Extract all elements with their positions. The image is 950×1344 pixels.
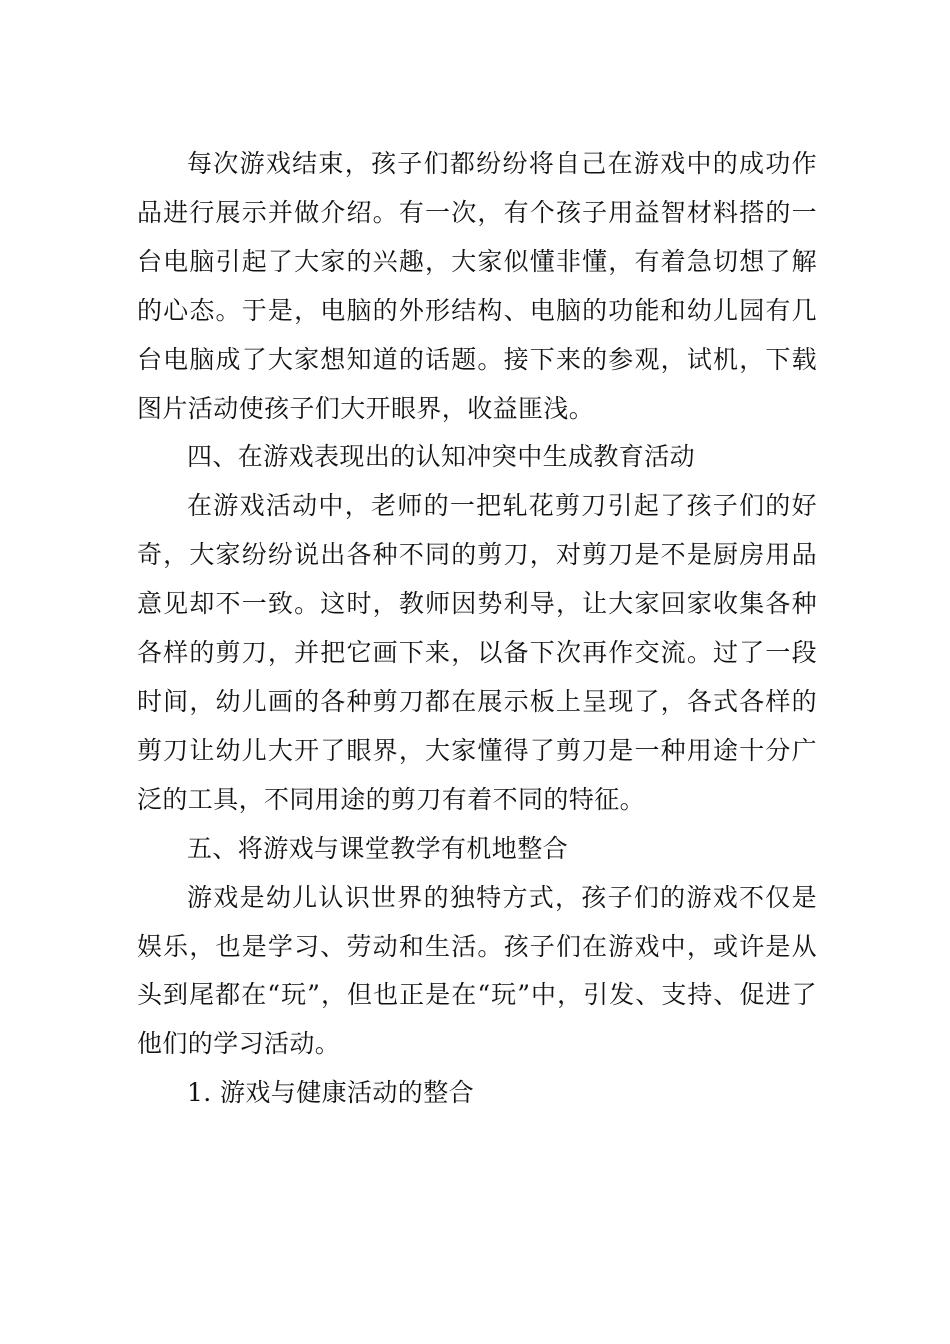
paragraph-game-learning: 游戏是幼儿认识世界的独特方式，孩子们的游戏不仅是娱乐，也是学习、劳动和生活。孩子们在游戏中，或许是从头到尾都在“玩”，但也正是在“玩”中，引发、支持、促进了他们的学习活动。	[137, 882, 817, 1059]
paragraph-game-showcase: 每次游戏结束，孩子们都纷纷将自己在游戏中的成功作品进行展示并做介绍。有一次，有个孩子用益智材料搭的一台电脑引起了大家的兴趣，大家似懂非懂，有着急切想了解的心态。于是，电脑的外形结构、电脑的功能和幼儿园有几台电脑成了大家想知道的话题。接下来的参观，试机，下载图片活动使孩子们大开眼界，收益匪浅。	[137, 149, 817, 423]
section-heading-5: 五、将游戏与课堂教学有机地整合	[187, 833, 569, 863]
paragraph-scissors: 在游戏活动中，老师的一把轧花剪刀引起了孩子们的好奇，大家纷纷说出各种不同的剪刀，对剪刀是不是厨房用品意见却不一致。这时，教师因势利导，让大家回家收集各种各样的剪刀，并把它画下来，以备下次再作交流。过了一段时间，幼儿画的各种剪刀都在展示板上呈现了，各式各样的剪刀让幼儿大开了眼界，大家懂得了剪刀是一种用途十分广泛的工具，不同用途的剪刀有着不同的特征。	[137, 491, 817, 814]
document-body	[137, 140, 817, 1118]
section-heading-4: 四、在游戏表现出的认知冲突中生成教育活动	[187, 442, 696, 472]
subsection-heading-1: 1. 游戏与健康活动的整合	[187, 1078, 475, 1108]
